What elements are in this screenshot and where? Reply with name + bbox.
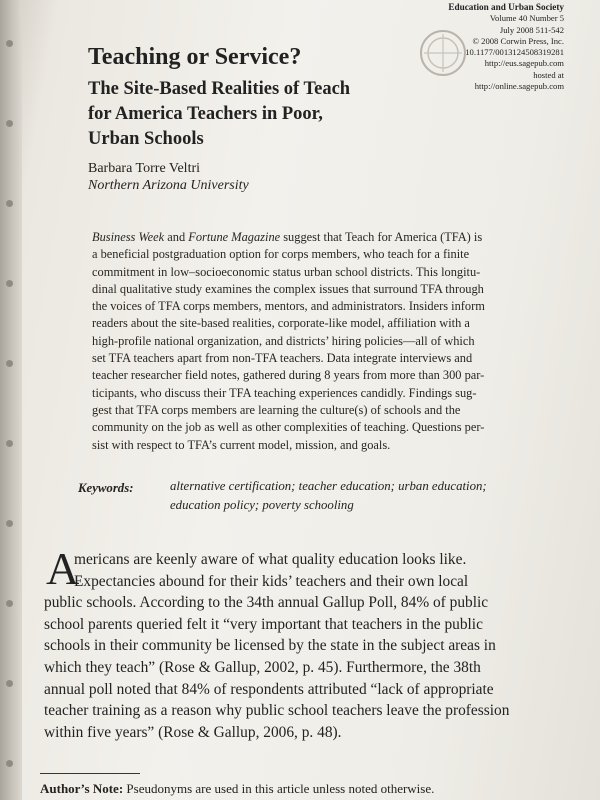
footnote-divider — [40, 773, 140, 774]
body-line: Expectancies abound for their kids’ teachers and their own local — [74, 572, 469, 590]
binding-hole — [6, 120, 13, 127]
author-affiliation: Northern Arizona University — [88, 178, 249, 193]
abstract-line: gest that TFA corps members are learning the culture(s) of schools and the — [92, 402, 461, 417]
abstract-line: a beneficial postgraduation option for corps members, who teach for a finite — [92, 247, 470, 262]
journal-hosted-at: hosted at — [533, 69, 564, 80]
journal-online-url: http://online.sagepub.com — [474, 81, 564, 92]
binding-hole — [6, 40, 13, 47]
page-binding-edge — [0, 0, 22, 800]
article-title: Teaching or Service? — [88, 44, 302, 70]
abstract-line: teacher researcher field notes, gathered during 8 years from more than 300 par- — [92, 368, 485, 383]
body-line: mericans are keenly aware of what quality education looks like. — [74, 551, 467, 568]
binding-hole — [6, 440, 13, 447]
article-subtitle — [88, 77, 350, 152]
abstract-and: and — [164, 230, 189, 244]
journal-date-pages: July 2008 511-542 — [499, 24, 564, 35]
binding-hole — [6, 200, 13, 207]
abstract-line — [92, 229, 556, 246]
binding-hole — [6, 360, 13, 367]
abstract — [92, 229, 556, 454]
body-line: which they teach” (Rose & Gallup, 2002, p. 45). Furthermore, the 38th — [44, 658, 481, 676]
abstract-line: readers about the site-based realities, corporate-like model, affiliation with a — [92, 316, 470, 331]
abstract-line: high-profile national organization, and districts’ hiring policies—all of which — [92, 333, 475, 348]
drop-cap: A — [46, 543, 80, 594]
abstract-line: commitment in low–socioeconomic status urban school districts. This longitu- — [92, 264, 481, 279]
keywords-line: alternative certification; teacher education; urban education; — [170, 479, 487, 493]
binding-hole — [6, 520, 13, 527]
binding-hole — [6, 760, 13, 767]
body-line: annual poll noted that 84% of respondents attributed “lack of appropriate — [44, 680, 494, 698]
journal-name: Education and Urban Society — [448, 2, 564, 12]
journal-info-block — [414, 2, 564, 92]
body-line: school parents queried felt it “very important that teachers in the public — [44, 615, 483, 633]
body-line: within five years” (Rose & Gallup, 2006, p. 48). — [44, 723, 342, 741]
abstract-line1-rest: suggest that Teach for America (TFA) is — [280, 230, 483, 244]
footnote — [40, 781, 434, 797]
keywords-label: Keywords: — [78, 481, 134, 495]
subtitle-line: Urban Schools — [88, 129, 204, 149]
body-text — [44, 549, 596, 743]
abstract-source-a: Business Week — [92, 230, 165, 244]
abstract-line: sist with respect to TFA’s current model, mission, and goals. — [92, 437, 391, 452]
subtitle-line: The Site-Based Realities of Teach — [88, 79, 351, 99]
keywords-list — [170, 477, 487, 514]
abstract-line: ticipants, who discuss their TFA teaching experiences candidly. Findings sug- — [92, 385, 477, 400]
abstract-line: the voices of TFA corps members, mentors, and administrators. Insiders inform — [92, 299, 485, 314]
footnote-text: Pseudonyms are used in this article unless noted otherwise. — [123, 781, 435, 796]
body-line: schools in their community be licensed by the state in the subject areas in — [44, 637, 496, 655]
binding-hole — [6, 280, 13, 287]
journal-copyright: © 2008 Corwin Press, Inc. — [472, 35, 564, 46]
abstract-source-b: Fortune Magazine — [188, 230, 281, 244]
body-line: public schools. According to the 34th annual Gallup Poll, 84% of public — [44, 594, 489, 612]
abstract-line: dinal qualitative study examines the complex issues that surround TFA through — [92, 281, 484, 296]
journal-url: http://eus.sagepub.com — [484, 58, 564, 69]
keywords-line: education policy; poverty schooling — [170, 497, 354, 512]
abstract-line: set TFA teachers apart from non-TFA teachers. Data integrate interviews and — [92, 351, 473, 366]
footnote-label: Author’s Note: — [40, 781, 124, 796]
journal-doi: 10.1177/0013124508319281 — [465, 47, 564, 58]
journal-volume: Volume 40 Number 5 — [489, 13, 564, 24]
binding-hole — [6, 600, 13, 607]
author-name: Barbara Torre Veltri — [88, 161, 201, 176]
binding-hole — [6, 680, 13, 687]
subtitle-line: for America Teachers in Poor, — [88, 104, 323, 124]
body-line: teacher training as a reason why public school teachers leave the profession — [44, 702, 510, 720]
abstract-line: community on the job as well as other complexities of teaching. Questions per- — [92, 420, 485, 435]
